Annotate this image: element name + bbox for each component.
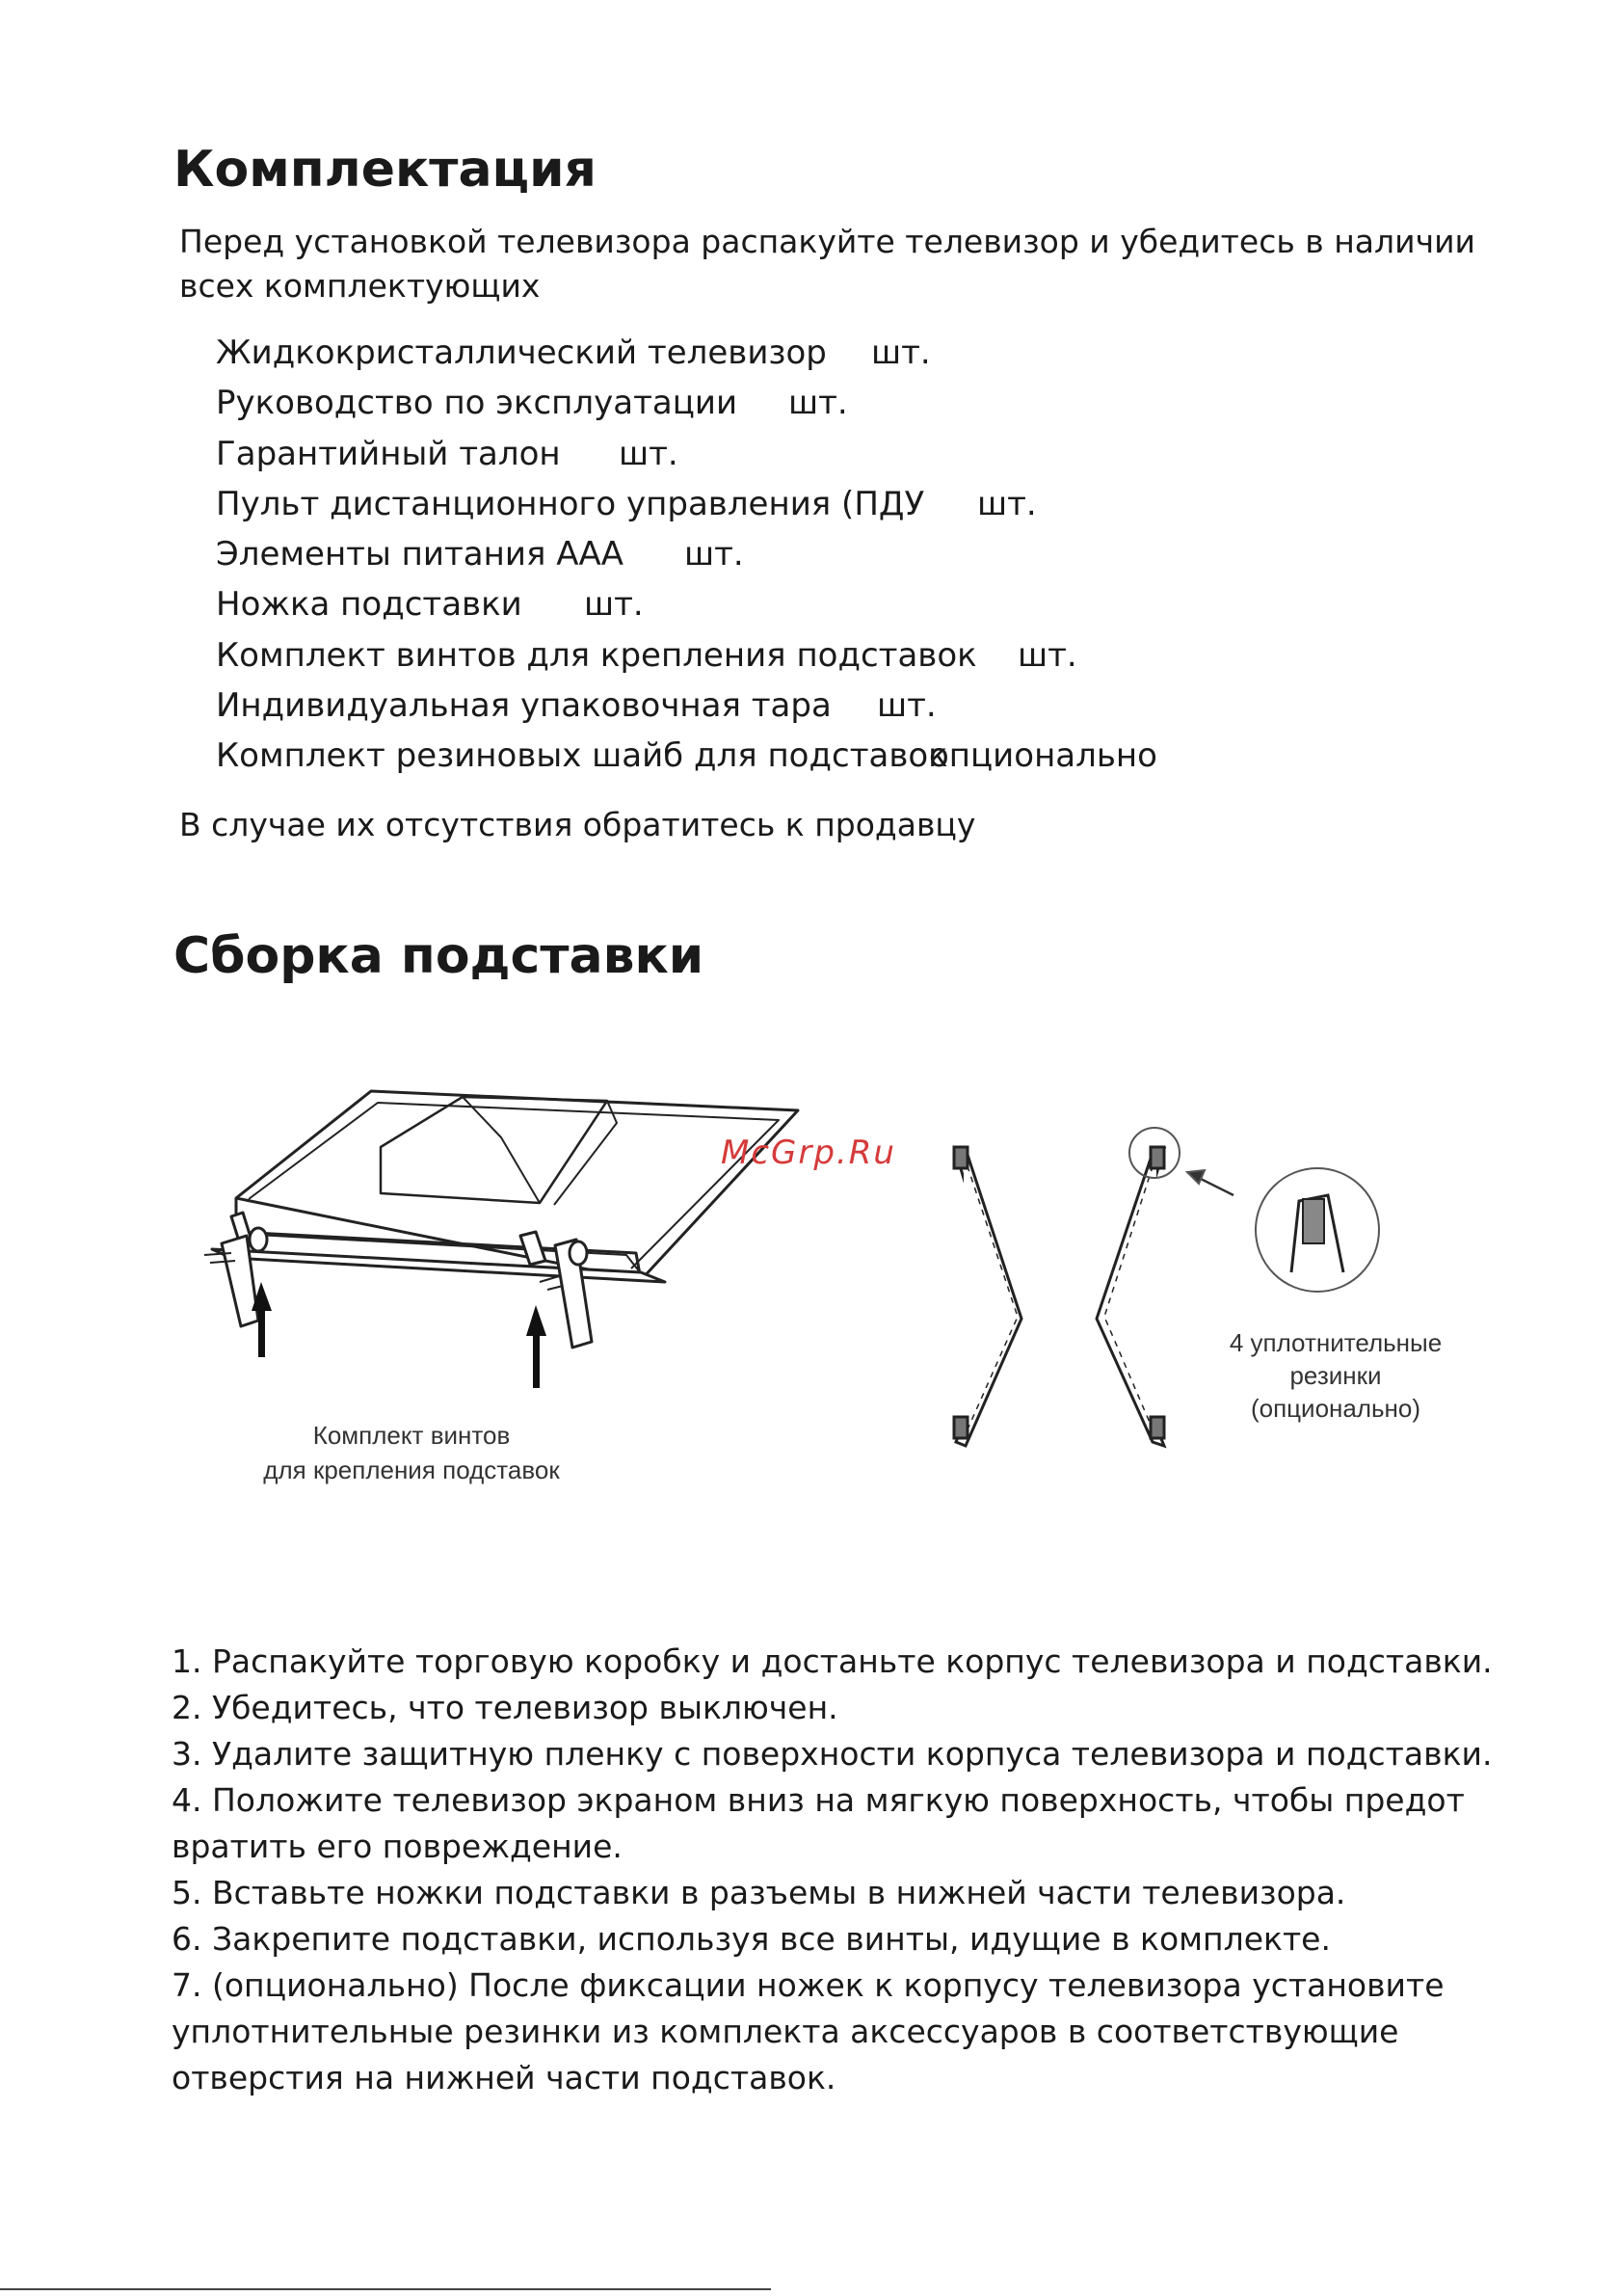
stand-leg-back xyxy=(1097,1147,1164,1446)
item-name: Руководство по эксплуатации xyxy=(216,384,738,423)
list-item: 6. Закрепите подставки, используя все винты, идущие в комплекте. xyxy=(172,1920,1331,1958)
rubber-caption-line3: (опционально) xyxy=(1250,1394,1421,1423)
screws-caption-line2: для крепления подставок xyxy=(263,1455,560,1484)
rubber-detail-zoom xyxy=(1129,1128,1379,1292)
item-qty: шт. xyxy=(619,434,678,473)
item-qty: шт. xyxy=(977,484,1037,523)
screws-caption-line1: Комплект винтов xyxy=(312,1421,511,1450)
package-intro: Перед установкой телевизора распакуйте телевизор и убедитесь в наличии всех комплектующих xyxy=(179,223,1475,305)
item-name: Элементы питания ААА xyxy=(216,535,623,574)
list-item: 7. (опционально) После фиксации ножек к корпусу телевизора установите уплотнительные резинки из комплекта аксессуаров в соответствующие отверстия на нижней части подставок. xyxy=(172,1966,1445,2096)
stand-leg-front xyxy=(954,1147,1021,1446)
missing-note: В случае их отсутствия обратитесь к продавцу xyxy=(179,806,976,843)
item-name: Пульт дистанционного управления (ПДУ xyxy=(216,484,925,523)
item-name: Гарантийный талон xyxy=(216,434,561,473)
list-item: 5. Вставьте ножки подставки в разъемы в нижней части телевизора. xyxy=(172,1874,1346,1911)
item-qty: шт. xyxy=(877,686,937,726)
rubber-caption-line1: 4 уплотнительные xyxy=(1229,1328,1443,1357)
section-title-package: Комплектация xyxy=(173,141,597,199)
item-qty: шт. xyxy=(871,334,931,372)
item-qty: опционально xyxy=(929,736,1157,776)
list-item: 1. Распакуйте торговую коробку и достаньте корпус телевизора и подставки. xyxy=(172,1642,1493,1680)
item-name: Индивидуальная упаковочная тара xyxy=(216,686,832,726)
item-name: Комплект резиновых шайб для подставок xyxy=(216,736,948,776)
item-name: Комплект винтов для крепления подставок xyxy=(216,635,977,675)
item-qty: шт. xyxy=(684,535,744,574)
list-item: 2. Убедитесь, что телевизор выключен. xyxy=(172,1689,838,1726)
tv-illustration xyxy=(212,1091,798,1282)
list-item: 4. Положите телевизор экраном вниз на мягкую поверхность, чтобы предот вратить его повреждение. xyxy=(172,1781,1465,1865)
section-title-stand-assembly: Сборка подставки xyxy=(173,927,704,985)
rubber-caption-line2: резинки xyxy=(1289,1361,1382,1390)
watermark: McGrp.Ru xyxy=(721,1134,896,1172)
list-item: 3. Удалите защитную пленку с поверхности корпуса телевизора и подставки. xyxy=(172,1735,1493,1773)
item-name: Ножка подставки xyxy=(216,585,522,625)
item-name: Жидкокристаллический телевизор xyxy=(216,334,827,372)
item-qty: шт. xyxy=(1018,635,1077,675)
item-qty: шт. xyxy=(584,585,644,625)
item-qty: шт. xyxy=(788,384,848,423)
assembly-steps xyxy=(172,1639,1521,2101)
arrow-icon xyxy=(252,1282,546,1388)
footer-divider xyxy=(0,2288,771,2290)
